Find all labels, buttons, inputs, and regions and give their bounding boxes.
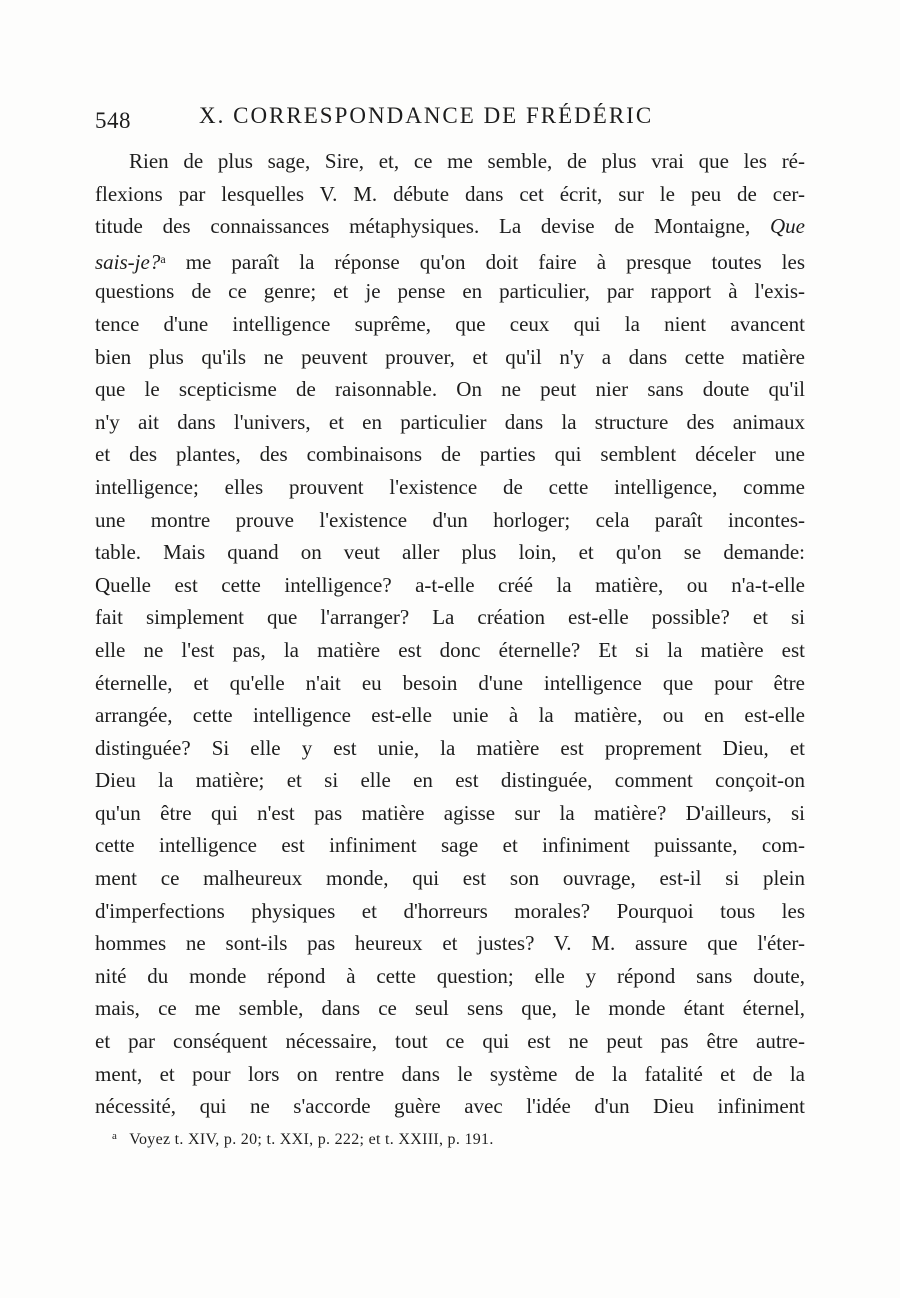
text-line: questions de ce genre; et je pense en particulier, par rapport à l'exis- (95, 279, 805, 304)
text-line-segment: me paraît la réponse qu'on doit faire à presque toutes les (185, 249, 805, 274)
text-line: n'y ait dans l'univers, et en particulier dans la structure des animaux (95, 409, 805, 434)
text-line: et des plantes, des combinaisons de parties qui semblent déceler une (95, 442, 805, 467)
text-line: cette intelligence est infiniment sage et infiniment puissante, com- (95, 833, 805, 858)
italic-text: sais-je? (95, 249, 161, 274)
text-line: mais, ce me semble, dans ce seul sens que, le monde étant éternel, (95, 996, 805, 1021)
text-line: une montre prouve l'existence d'un horloger; cela paraît incontes- (95, 507, 805, 532)
text-line (95, 210, 805, 243)
text-line: arrangée, cette intelligence est-elle unie à la matière, ou en est-elle (95, 703, 805, 728)
text-line: que le scepticisme de raisonnable. On ne peut nier sans doute qu'il (95, 377, 805, 402)
text-line: flexions par lesquelles V. M. débute dans cet écrit, sur le peu de cer- (95, 181, 805, 206)
footnote-text: Voyez t. XIV, p. 20; t. XXI, p. 222; et t. XXIII, p. 191. (129, 1131, 494, 1148)
text-line: Quelle est cette intelligence? a-t-elle créé la matière, ou n'a-t-elle (95, 572, 805, 597)
text-line: Dieu la matière; et si elle en est distinguée, comment conçoit-on (95, 768, 805, 793)
text-line: éternelle, et qu'elle n'ait eu besoin d'une intelligence que pour être (95, 670, 805, 695)
text-line: nécessité, qui ne s'accorde guère avec l'idée d'un Dieu infiniment (95, 1094, 805, 1119)
text-line-segment: titude des connaissances métaphysiques. La devise de Montaigne, (95, 214, 751, 239)
text-line: ment ce malheureux monde, qui est son ouvrage, est-il si plein (95, 866, 805, 891)
text-line: qu'un être qui n'est pas matière agisse sur la matière? D'ailleurs, si (95, 800, 805, 825)
text-line: d'imperfections physiques et d'horreurs morales? Pourquoi tous les (95, 898, 805, 923)
text-line: et par conséquent nécessaire, tout ce qui est ne peut pas être autre- (95, 1029, 805, 1054)
text-line: hommes ne sont-ils pas heureux et justes? V. M. assure que l'éter- (95, 931, 805, 956)
text-line: intelligence; elles prouvent l'existence de cette intelligence, comme (95, 474, 805, 499)
text-line (95, 243, 805, 276)
text-line: Rien de plus sage, Sire, et, ce me semble, de plus vrai que les ré- (129, 149, 805, 173)
page-number: 548 (95, 108, 131, 133)
italic-text: Que (770, 214, 806, 239)
running-title: X. CORRESPONDANCE DE FRÉDÉRIC (199, 103, 654, 128)
text-line: table. Mais quand on veut aller plus loin, et qu'on se demande: (95, 540, 805, 565)
footnote-marker: a (112, 1130, 118, 1142)
text-line: tence d'une intelligence suprême, que ceux qui la nient avancent (95, 311, 805, 336)
text-line: distinguée? Si elle y est unie, la matière est proprement Dieu, et (95, 735, 805, 760)
body-text (95, 145, 805, 1123)
text-line: fait simplement que l'arranger? La création est-elle possible? et si (95, 605, 805, 630)
text-line: ment, et pour lors on rentre dans le système de la fatalité et de la (95, 1061, 805, 1086)
footnote (112, 1130, 494, 1149)
text-line: nité du monde répond à cette question; elle y répond sans doute, (95, 963, 805, 988)
text-line: bien plus qu'ils ne peuvent prouver, et qu'il n'y a dans cette matière (95, 344, 805, 369)
footnote-reference: a (160, 251, 166, 266)
page-header (95, 100, 805, 140)
text-line: elle ne l'est pas, la matière est donc éternelle? Et si la matière est (95, 637, 805, 662)
